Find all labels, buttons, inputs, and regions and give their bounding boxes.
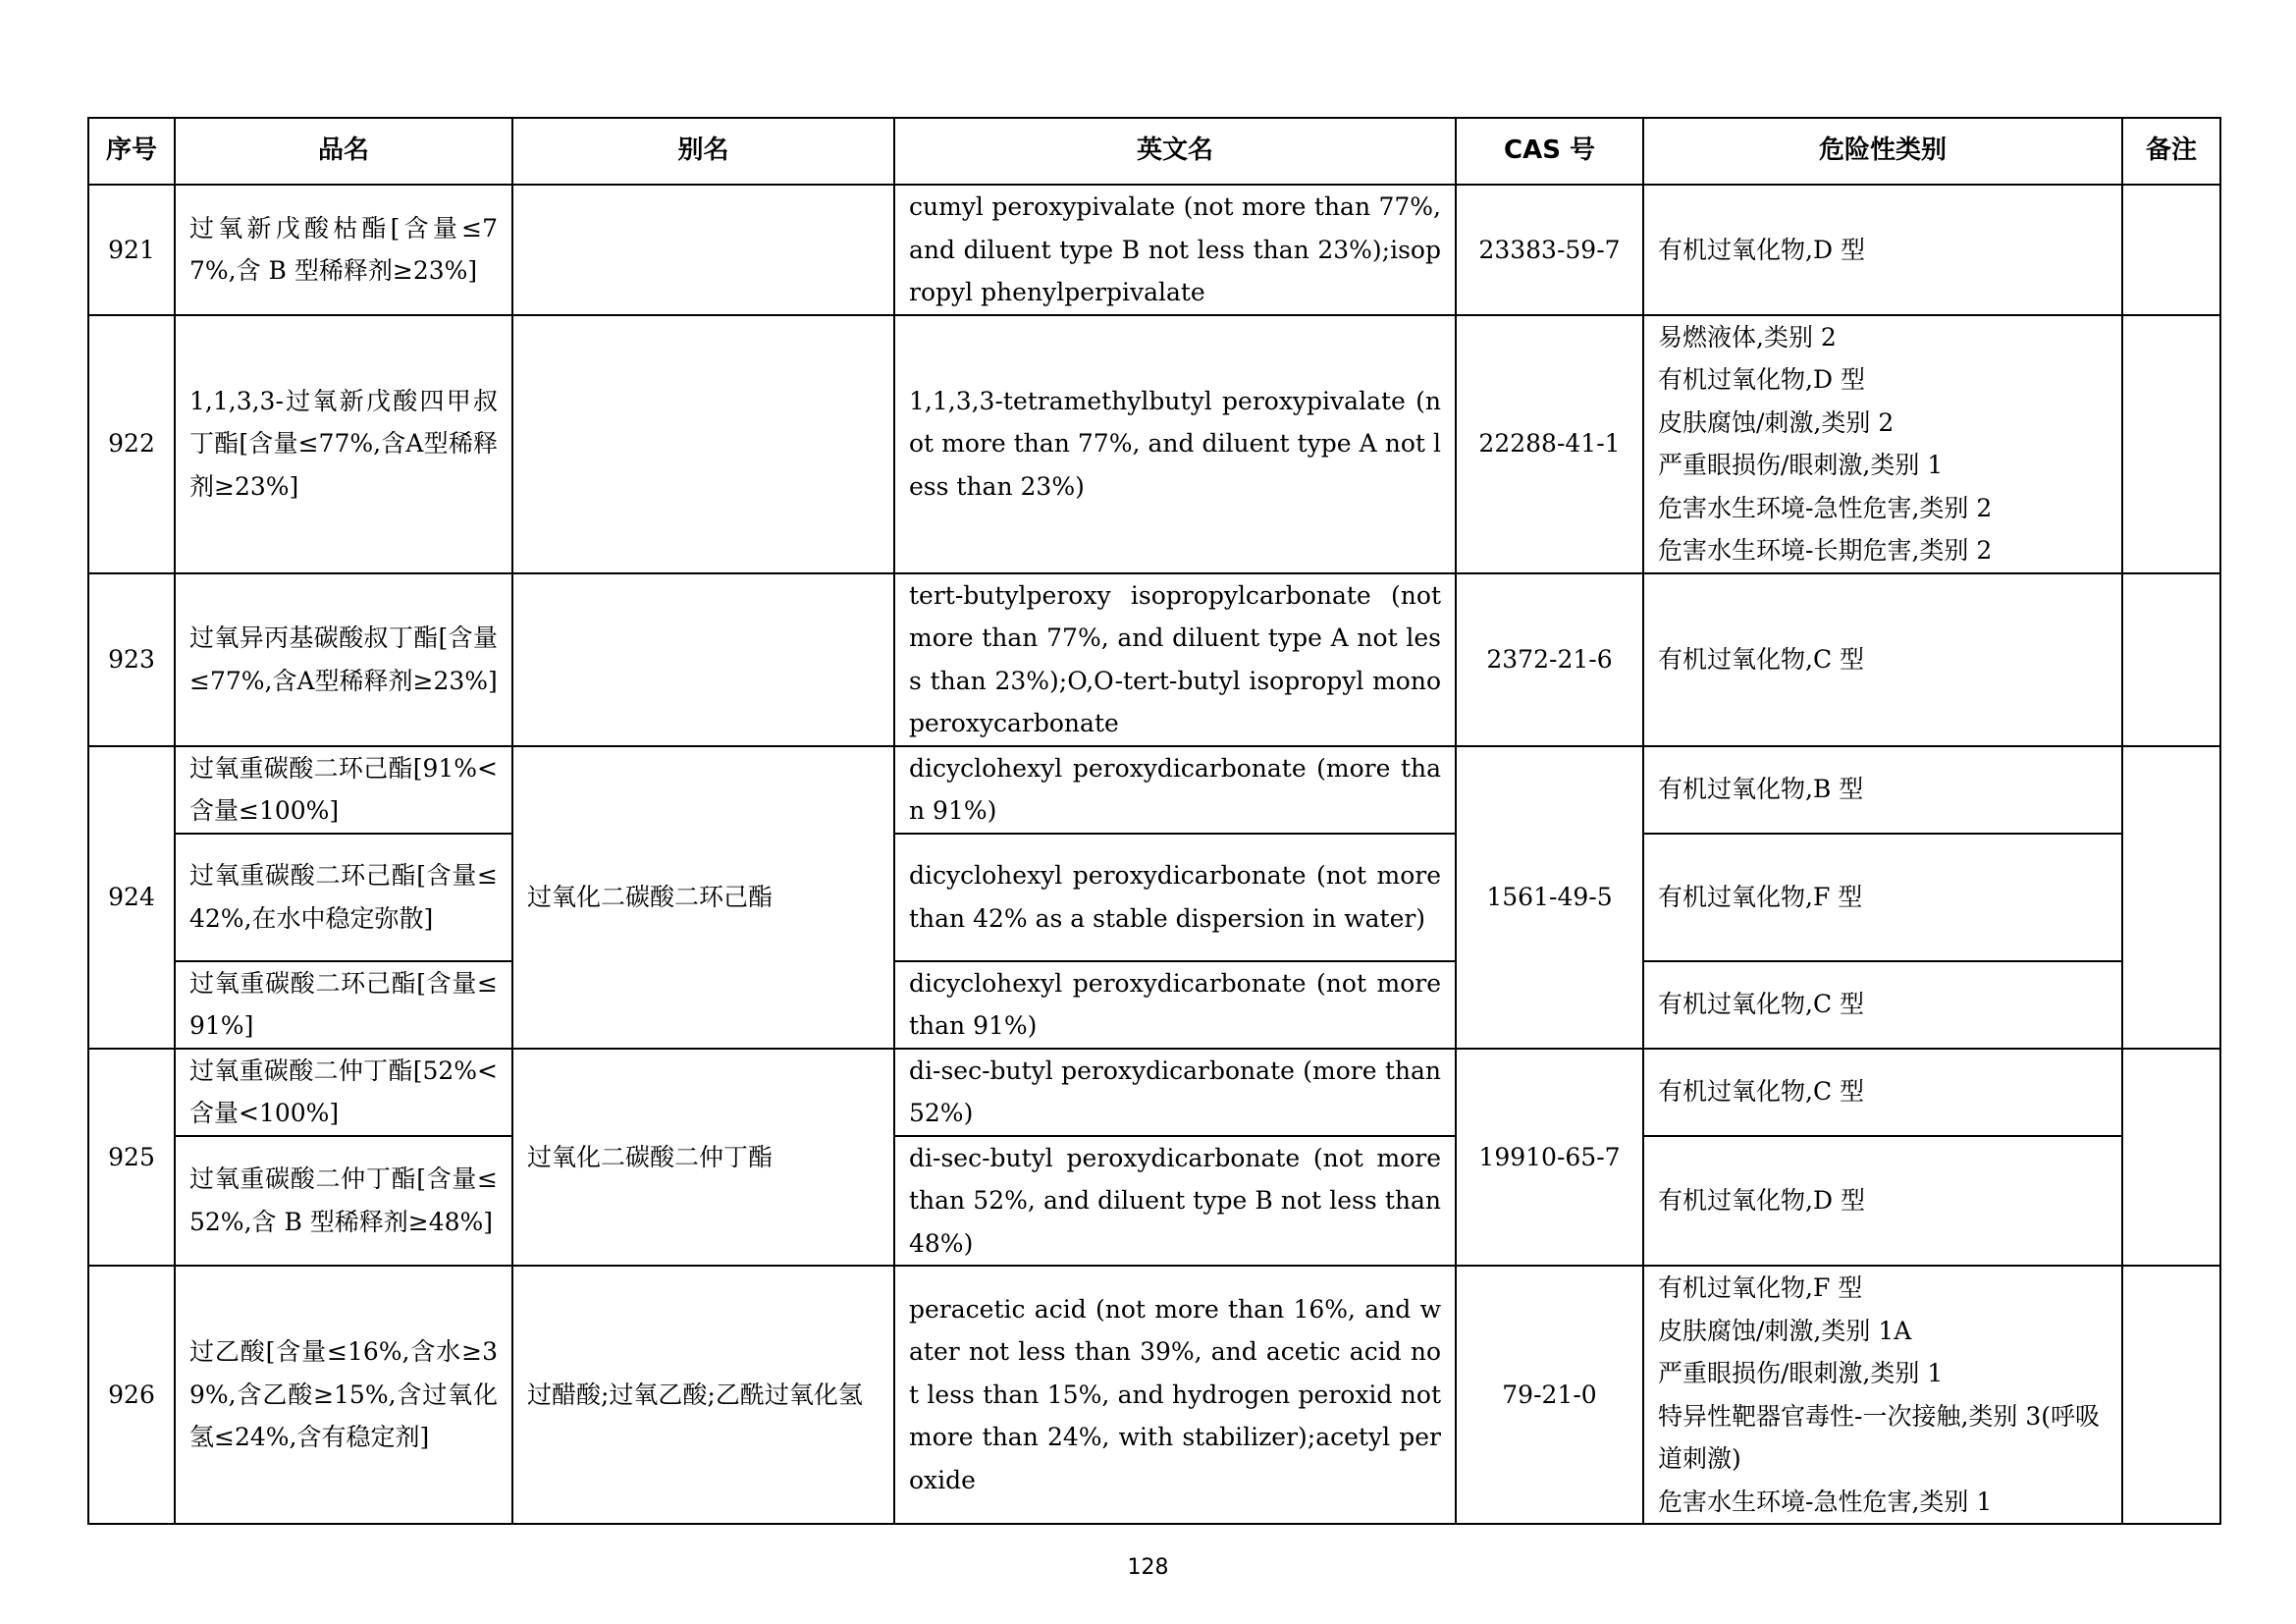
hazard-line: 皮肤腐蚀/刺激,类别 2 xyxy=(1658,407,1895,437)
table-row xyxy=(88,573,2220,746)
english-cell: tert-butylperoxy isopropylcarbonate (not more than 77%, and diluent type A not less than 23%);O,O-tert-butyl isopropyl monoperoxycarbonate xyxy=(894,573,1456,746)
hazard-line: 严重眼损伤/眼刺激,类别 1 xyxy=(1658,451,1944,479)
english-cell: 1,1,3,3-tetramethylbutyl peroxypivalate (not more than 77%, and diluent type A not less than 23%) xyxy=(894,315,1456,573)
hazard-cell xyxy=(1643,315,2122,573)
table-row xyxy=(88,1266,2220,1524)
hazard-line: 易燃液体,类别 2 xyxy=(1658,322,1837,352)
cas-cell: 79-21-0 xyxy=(1456,1266,1643,1524)
hazard-cell: 有机过氧化物,B 型 xyxy=(1643,746,2122,834)
alias-cell xyxy=(512,573,894,746)
name-cell: 过氧异丙基碳酸叔丁酯[含量≤77%,含A型稀释剂≥23%] xyxy=(175,573,512,746)
table-row xyxy=(88,185,2220,315)
hazard-line: 危害水生环境-急性危害,类别 2 xyxy=(1658,493,1993,522)
note-cell xyxy=(2122,573,2220,746)
cas-cell: 2372-21-6 xyxy=(1456,573,1643,746)
hazard-line: 有机过氧化物,D 型 xyxy=(1658,365,1865,394)
hazard-cell: 有机过氧化物,D 型 xyxy=(1643,1136,2122,1267)
seq-cell: 921 xyxy=(88,185,175,315)
chemical-list-table xyxy=(87,117,2221,1525)
hazard-line: 严重眼损伤/眼刺激,类别 1 xyxy=(1658,1359,1944,1387)
note-cell xyxy=(2122,185,2220,315)
table-row xyxy=(88,1136,2220,1267)
seq-cell: 925 xyxy=(88,1049,175,1267)
alias-cell xyxy=(512,315,894,573)
name-cell: 过乙酸[含量≤16%,含水≥39%,含乙酸≥15%,含过氧化氢≤24%,含有稳定剂] xyxy=(175,1266,512,1524)
hazard-line: 有机过氧化物,F 型 xyxy=(1658,1273,1863,1302)
hazard-line: 危害水生环境-急性危害,类别 1 xyxy=(1658,1487,1993,1516)
header-note: 备注 xyxy=(2122,118,2220,185)
note-cell xyxy=(2122,1049,2220,1267)
name-cell: 过氧重碳酸二环己酯[含量≤91%] xyxy=(175,961,512,1049)
page-number: 128 xyxy=(1127,1555,1169,1580)
name-cell: 过氧新戊酸枯酯[含量≤77%,含 B 型稀释剂≥23%] xyxy=(175,185,512,315)
hazard-cell: 有机过氧化物,C 型 xyxy=(1643,573,2122,746)
name-cell: 过氧重碳酸二仲丁酯[52%<含量<100%] xyxy=(175,1049,512,1136)
english-cell: dicyclohexyl peroxydicarbonate (not more than 91%) xyxy=(894,961,1456,1049)
header-name: 品名 xyxy=(175,118,512,185)
table-row xyxy=(88,315,2220,573)
note-cell xyxy=(2122,1266,2220,1524)
english-cell: di-sec-butyl peroxydicarbonate (more than 52%) xyxy=(894,1049,1456,1136)
cas-cell: 1561-49-5 xyxy=(1456,746,1643,1049)
header-cas: CAS 号 xyxy=(1456,118,1643,185)
seq-cell: 922 xyxy=(88,315,175,573)
name-cell: 过氧重碳酸二仲丁酯[含量≤52%,含 B 型稀释剂≥48%] xyxy=(175,1136,512,1267)
header-alias: 别名 xyxy=(512,118,894,185)
note-cell xyxy=(2122,315,2220,573)
seq-cell: 926 xyxy=(88,1266,175,1524)
hazard-cell: 有机过氧化物,D 型 xyxy=(1643,185,2122,315)
hazard-line: 皮肤腐蚀/刺激,类别 1A xyxy=(1658,1316,1912,1345)
hazard-cell: 有机过氧化物,C 型 xyxy=(1643,961,2122,1049)
hazard-line: 危害水生环境-长期危害,类别 2 xyxy=(1658,536,1993,565)
table-row xyxy=(88,746,2220,834)
header-seq: 序号 xyxy=(88,118,175,185)
header-english: 英文名 xyxy=(894,118,1456,185)
name-cell: 过氧重碳酸二环己酯[含量≤42%,在水中稳定弥散] xyxy=(175,834,512,961)
hazard-line: 特异性靶器官毒性-一次接触,类别 3(呼吸道刺激) xyxy=(1658,1401,2101,1473)
alias-cell xyxy=(512,185,894,315)
english-cell: peracetic acid (not more than 16%, and water not less than 39%, and acetic acid not less than 15%, and hydrogen peroxid not more than 24%, with stabilizer);acetyl peroxide xyxy=(894,1266,1456,1524)
table-row xyxy=(88,961,2220,1049)
hazard-cell: 有机过氧化物,F 型 xyxy=(1643,834,2122,961)
seq-cell: 923 xyxy=(88,573,175,746)
hazard-cell xyxy=(1643,1266,2122,1524)
alias-cell: 过氧化二碳酸二环己酯 xyxy=(512,746,894,1049)
hazard-cell: 有机过氧化物,C 型 xyxy=(1643,1049,2122,1136)
seq-cell: 924 xyxy=(88,746,175,1049)
alias-cell: 过氧化二碳酸二仲丁酯 xyxy=(512,1049,894,1267)
table-row xyxy=(88,834,2220,961)
name-cell: 过氧重碳酸二环己酯[91%<含量≤100%] xyxy=(175,746,512,834)
alias-cell: 过醋酸;过氧乙酸;乙酰过氧化氢 xyxy=(512,1266,894,1524)
english-cell: cumyl peroxypivalate (not more than 77%, and diluent type B not less than 23%);isopropyl phenylperpivalate xyxy=(894,185,1456,315)
table-row xyxy=(88,1049,2220,1136)
cas-cell: 19910-65-7 xyxy=(1456,1049,1643,1267)
english-cell: dicyclohexyl peroxydicarbonate (not more than 42% as a stable dispersion in water) xyxy=(894,834,1456,961)
header-hazard: 危险性类别 xyxy=(1643,118,2122,185)
name-cell: 1,1,3,3-过氧新戊酸四甲叔丁酯[含量≤77%,含A型稀释剂≥23%] xyxy=(175,315,512,573)
cas-cell: 23383-59-7 xyxy=(1456,185,1643,315)
note-cell xyxy=(2122,746,2220,1049)
english-cell: di-sec-butyl peroxydicarbonate (not more than 52%, and diluent type B not less than 48%) xyxy=(894,1136,1456,1267)
english-cell: dicyclohexyl peroxydicarbonate (more than 91%) xyxy=(894,746,1456,834)
cas-cell: 22288-41-1 xyxy=(1456,315,1643,573)
table-header-row xyxy=(88,118,2220,185)
